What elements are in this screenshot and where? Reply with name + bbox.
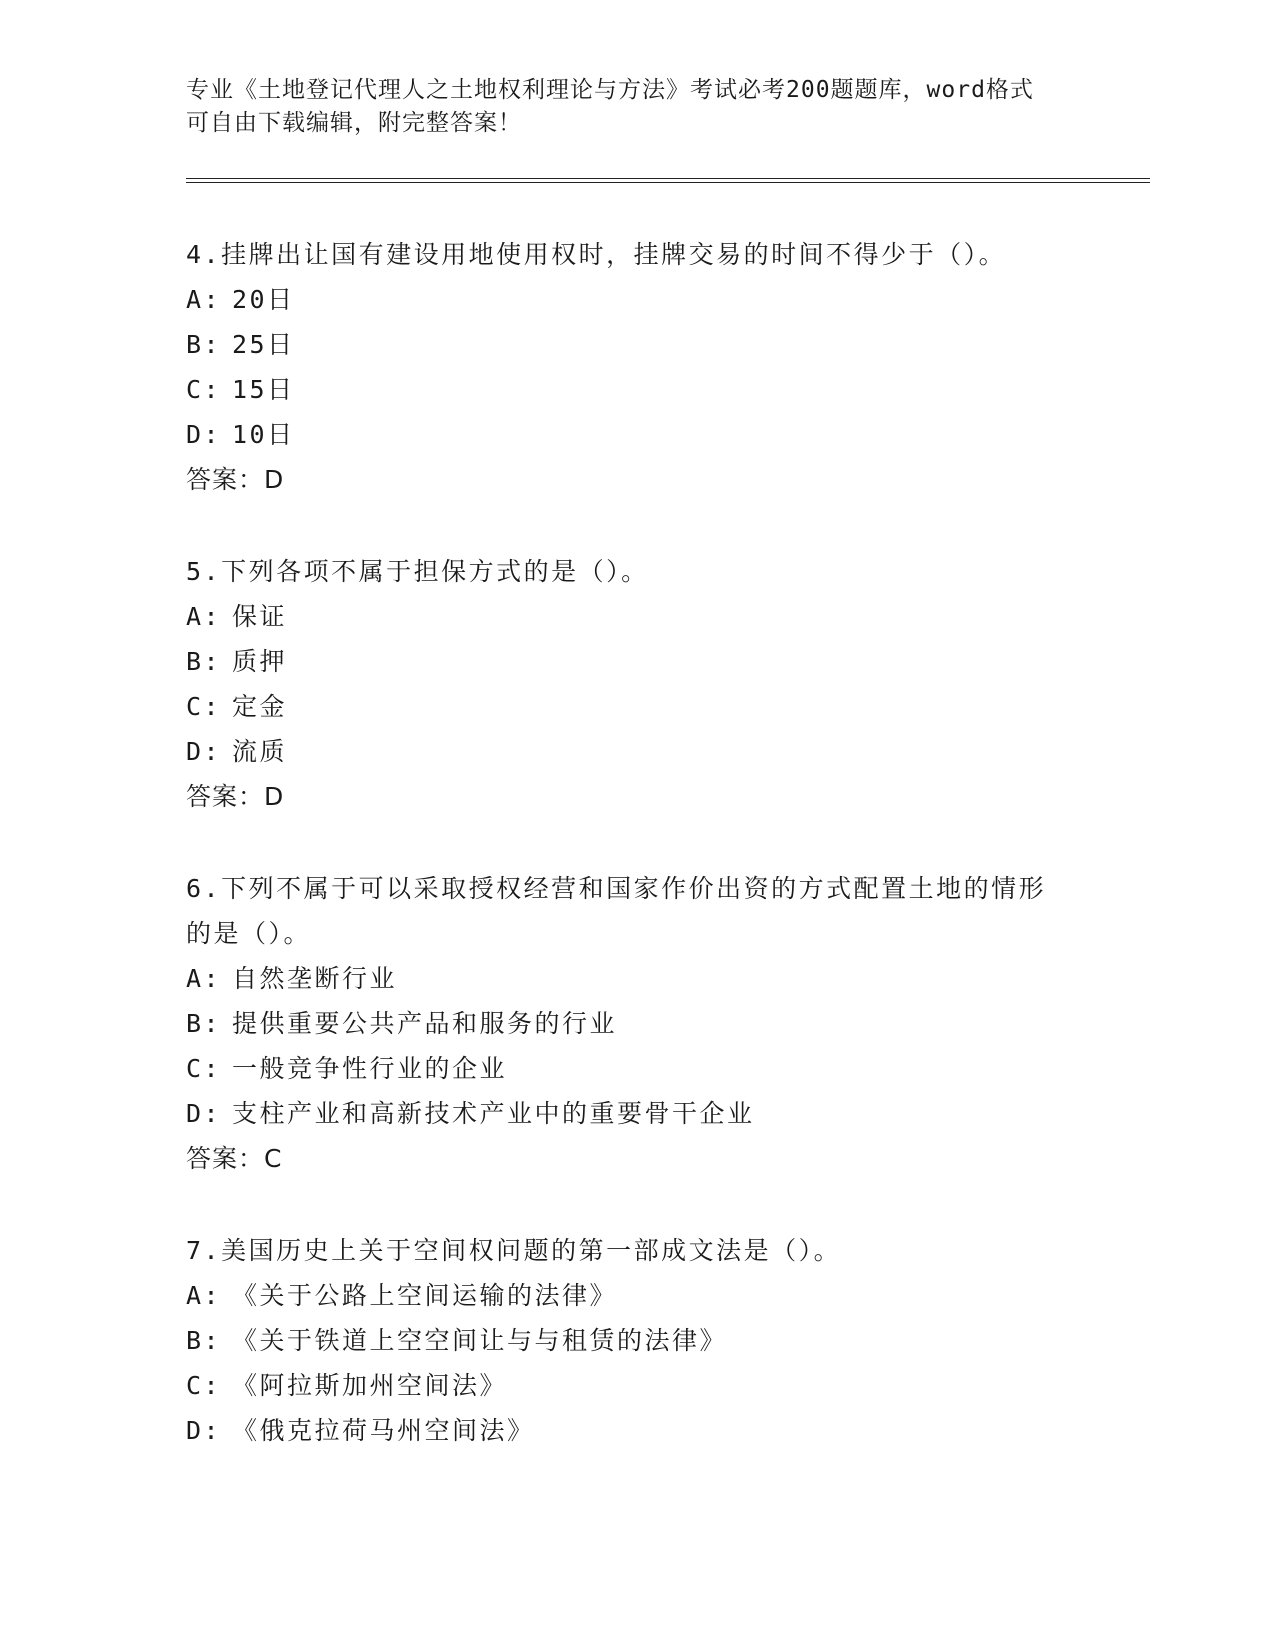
document-header [186,74,1076,140]
option-text: 《关于公路上空间运输的法律》 [232,1281,618,1310]
option-letter: A: [186,964,222,993]
option-b [186,639,1066,684]
option-letter: C: [186,1054,222,1083]
option-letter: B: [186,1326,222,1355]
question-stem: 6.下列不属于可以采取授权经营和国家作价出资的方式配置土地的情形的是（）。 [186,874,1047,948]
question-4 [186,232,1066,502]
option-d [186,412,1066,457]
option-d [186,1408,1066,1453]
header-title-line-1: 专业《土地登记代理人之土地权利理论与方法》考试必考200题题库，word格式 [186,77,1034,103]
option-b [186,322,1066,367]
option-letter: B: [186,1009,222,1038]
header-title-line-2: 可自由下载编辑，附完整答案！ [186,110,522,136]
option-b [186,1318,1066,1363]
option-a [186,277,1066,322]
answer-line: 答案：D [186,782,285,811]
question-5 [186,549,1066,819]
option-text: 提供重要公共产品和服务的行业 [232,1009,618,1038]
option-c [186,367,1066,412]
option-letter: D: [186,1099,222,1128]
option-b [186,1001,1066,1046]
option-letter: B: [186,330,222,359]
option-text: 流质 [232,737,288,766]
option-d [186,1091,1066,1136]
option-text: 20日 [232,285,295,314]
option-letter: C: [186,692,222,721]
option-c [186,684,1066,729]
answer-line: 答案：D [186,465,285,494]
question-7 [186,1228,1066,1453]
option-a [186,956,1066,1001]
option-letter: A: [186,1281,222,1310]
option-a [186,1273,1066,1318]
option-text: 自然垄断行业 [232,964,398,993]
option-letter: B: [186,647,222,676]
option-letter: C: [186,1371,222,1400]
option-text: 《俄克拉荷马州空间法》 [232,1416,535,1445]
option-text: 《阿拉斯加州空间法》 [232,1371,508,1400]
option-letter: D: [186,737,222,766]
option-letter: A: [186,285,222,314]
question-stem: 7.美国历史上关于空间权问题的第一部成文法是（）。 [186,1236,842,1265]
answer-line: 答案：C [186,1144,283,1173]
question-6 [186,866,1066,1181]
option-text: 25日 [232,330,295,359]
question-stem: 5.下列各项不属于担保方式的是（）。 [186,557,649,586]
option-letter: D: [186,420,222,449]
option-text: 支柱产业和高新技术产业中的重要骨干企业 [232,1099,755,1128]
option-letter: C: [186,375,222,404]
option-text: 保证 [232,602,288,631]
option-letter: D: [186,1416,222,1445]
option-d [186,729,1066,774]
option-a [186,594,1066,639]
option-text: 一般竞争性行业的企业 [232,1054,508,1083]
option-c [186,1046,1066,1091]
option-letter: A: [186,602,222,631]
option-text: 定金 [232,692,288,721]
question-stem: 4.挂牌出让国有建设用地使用权时，挂牌交易的时间不得少于（）。 [186,240,1007,269]
option-text: 15日 [232,375,295,404]
header-double-rule [186,178,1150,183]
option-text: 10日 [232,420,295,449]
question-list [186,232,1066,1500]
option-c [186,1363,1066,1408]
option-text: 《关于铁道上空空间让与与租赁的法律》 [232,1326,728,1355]
option-text: 质押 [232,647,288,676]
